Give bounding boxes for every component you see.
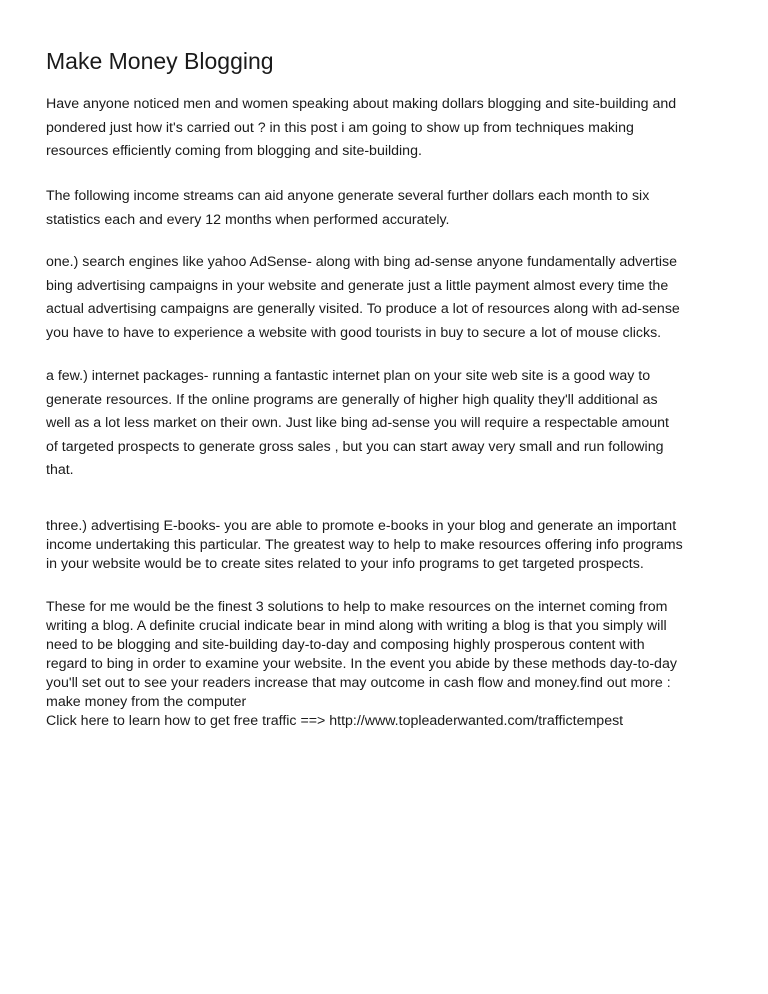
text-line: in your website would be to create sites related to your info programs to get targeted prospects. xyxy=(46,556,644,572)
text-line: make money from the computer xyxy=(46,694,247,710)
text-line: writing a blog. A definite crucial indicate bear in mind along with writing a blog is that you simply will xyxy=(46,618,667,634)
text-line: that. xyxy=(46,462,74,478)
text-line: These for me would be the finest 3 solutions to help to make resources on the internet coming from xyxy=(46,599,668,615)
text-line: actual advertising campaigns are generally visited. To produce a lot of resources along with ad-sense xyxy=(46,301,680,317)
text-line: three.) advertising E-books- you are able to promote e-books in your blog and generate an important xyxy=(46,518,677,534)
text-line: one.) search engines like yahoo AdSense- along with bing ad-sense anyone fundamentally advertise xyxy=(46,254,677,270)
paragraph-income-streams xyxy=(46,185,736,232)
text-line: resources efficiently coming from blogging and site-building. xyxy=(46,143,422,159)
paragraph-intro xyxy=(46,93,736,164)
text-line: need to be blogging and site-building day-to-day and composing highly prosperous content with xyxy=(46,637,645,653)
paragraph-internet-packages xyxy=(46,365,736,483)
text-line: pondered just how it's carried out ? in this post i am going to show up from techniques making xyxy=(46,119,634,136)
traffic-link-line: Click here to learn how to get free traffic ==> http://www.topleaderwanted.com/traffictempest xyxy=(46,713,624,729)
text-line: Have anyone noticed men and women speaking about making dollars blogging and site-building and xyxy=(46,96,677,112)
text-line: you'll set out to see your readers increase that may outcome in cash flow and money.find out more : xyxy=(46,675,671,691)
text-line: you have to have to experience a website with good tourists in buy to secure a lot of mouse clicks. xyxy=(46,324,662,341)
text-line: statistics each and every 12 months when performed accurately. xyxy=(46,211,450,228)
page-title: Make Money Blogging xyxy=(46,48,274,74)
text-line: bing advertising campaigns in your website and generate just a little payment almost every time the xyxy=(46,277,669,294)
paragraph-adsense xyxy=(46,251,736,345)
text-line: a few.) internet packages- running a fantastic internet plan on your site web site is a good way to xyxy=(46,368,651,384)
text-line: well as a lot less market on their own. Just like bing ad-sense you will require a respectable amount xyxy=(46,415,669,431)
text-line: income undertaking this particular. The greatest way to help to make resources offering info programs xyxy=(46,537,683,553)
text-line: of targeted prospects to generate gross sales , but you can start away very small and run following xyxy=(46,438,664,455)
text-line: generate resources. If the online programs are generally of higher high quality they'll additional as xyxy=(46,391,658,408)
text-line: regard to bing in order to examine your website. In the event you abide by these methods day-to-day xyxy=(46,656,677,672)
text-line: The following income streams can aid anyone generate several further dollars each month to six xyxy=(46,188,650,204)
paragraph-ebooks xyxy=(46,517,736,574)
paragraph-conclusion xyxy=(46,598,736,731)
